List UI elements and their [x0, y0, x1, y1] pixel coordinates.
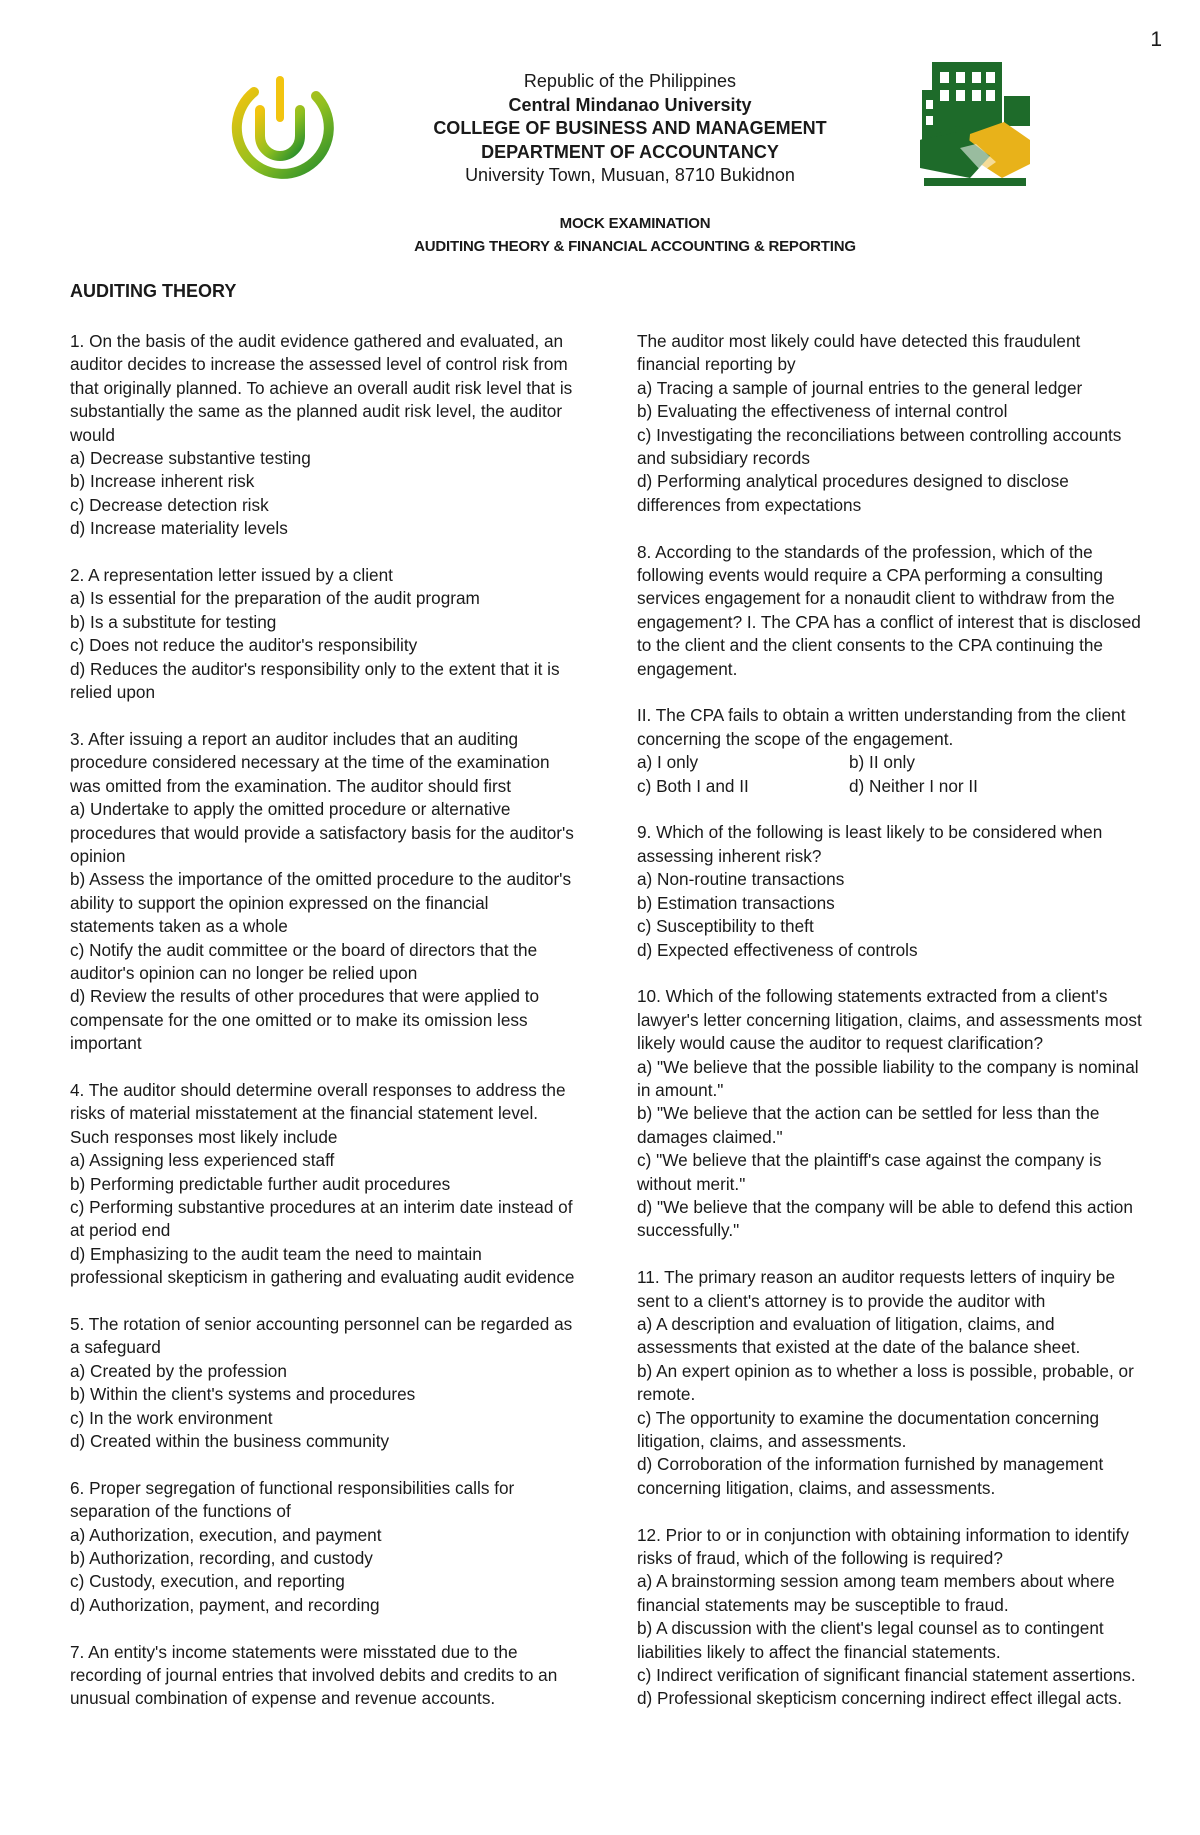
question-block: [637, 541, 1142, 681]
option: d) Review the results of other procedures that were applied to compensate for the one omitted or to make its omission less important: [70, 986, 540, 1054]
question-stem: 11. The primary reason an auditor requests letters of inquiry be sent to a client's attorney is to provide the auditor with: [637, 1267, 1116, 1311]
department-name: DEPARTMENT OF ACCOUNTANCY: [481, 141, 779, 162]
question-stem: 4. The auditor should determine overall responses to address the risks of material misstatement at the financial statement level. Such responses most likely include: [70, 1079, 566, 1147]
option: a) Authorization, execution, and payment: [70, 1524, 382, 1545]
republic-line: Republic of the Philippines: [523, 71, 737, 91]
option: a) Is essential for the preparation of the audit program: [70, 588, 480, 609]
option: d) Professional skepticism concerning indirect effect illegal acts.: [637, 1688, 1122, 1709]
option: c) Custody, execution, and reporting: [70, 1571, 345, 1592]
question-stem: 7. An entity's income statements were misstated due to the recording of journal entries that involved debits and credits to an unusual combination of expense and revenue accounts.: [70, 1641, 558, 1709]
option: b) Is a substitute for testing: [70, 611, 277, 632]
option: b) Performing predictable further audit procedures: [70, 1173, 451, 1194]
question-stem: 3. After issuing a report an auditor includes that an auditing procedure considered necessary at the time of the examination was omitted from the examination. The auditor should first: [70, 728, 550, 796]
option: b) An expert opinion as to whether a loss is possible, probable, or remote.: [637, 1360, 1134, 1405]
option: d) "We believe that the company will be able to defend this action successfully.": [637, 1196, 1133, 1241]
university-address: University Town, Musuan, 8710 Bukidnon: [465, 165, 795, 185]
option: b) "We believe that the action can be settled for less than the damages claimed.": [637, 1103, 1100, 1147]
option: d) Reduces the auditor's responsibility only to the extent that it is relied upon: [70, 658, 560, 703]
option: c) Both I and II: [637, 775, 749, 796]
question-block: [70, 728, 575, 1056]
option: c) Investigating the reconciliations between controlling accounts and subsidiary records: [637, 424, 1122, 469]
option: b) Evaluating the effectiveness of internal control: [637, 401, 1008, 422]
option: a) Undertake to apply the omitted procedure or alternative procedures that would provide a satisfactory basis for the auditor's opinion: [70, 799, 574, 866]
option: b) Authorization, recording, and custody: [70, 1548, 373, 1569]
question-block: [70, 330, 575, 541]
question-stem: 5. The rotation of senior accounting personnel can be regarded as a safeguard: [70, 1314, 573, 1358]
question-block: [70, 1313, 575, 1453]
question-block: [70, 1079, 575, 1290]
right-column: [637, 330, 1142, 1734]
letterhead-text: [340, 70, 920, 188]
exam-title: MOCK EXAMINATION: [559, 215, 711, 232]
question-stem: The auditor most likely could have detected this fraudulent financial reporting by: [637, 331, 1081, 375]
option: d) Expected effectiveness of controls: [637, 939, 918, 960]
option: d) Created within the business community: [70, 1431, 390, 1452]
question-stem: 9. Which of the following is least likely to be considered when assessing inherent risk?: [637, 822, 1103, 866]
question-block: [70, 564, 575, 704]
university-logo: [224, 70, 336, 185]
option: a) Tracing a sample of journal entries to the general ledger: [637, 377, 1083, 398]
question-stem: II. The CPA fails to obtain a written understanding from the client concerning the scope of the engagement.: [637, 705, 1126, 749]
option: c) Indirect verification of significant financial statement assertions.: [637, 1665, 1136, 1686]
option: b) Assess the importance of the omitted procedure to the auditor's ability to support the opinion expressed on the financial statements taken as a whole: [70, 869, 572, 937]
option: c) In the work environment: [70, 1407, 273, 1428]
option: a) A brainstorming session among team members about where financial statements may be susceptible to fraud.: [637, 1571, 1115, 1615]
question-block: [70, 1641, 575, 1711]
option: c) "We believe that the plaintiff's case against the company is without merit.": [637, 1150, 1102, 1194]
left-column: [70, 330, 575, 1734]
question-block-8-part2: [637, 704, 1142, 798]
department-logo: [918, 60, 1033, 192]
option: d) Emphasizing to the audit team the need to maintain professional skepticism in gathering and evaluating audit evidence: [70, 1243, 575, 1288]
question-block: [637, 330, 1142, 517]
college-name: COLLEGE OF BUSINESS AND MANAGEMENT: [433, 118, 827, 138]
option: a) Non-routine transactions: [637, 869, 845, 890]
option: c) Notify the audit committee or the board of directors that the auditor's opinion can no longer be relied upon: [70, 939, 538, 983]
option: a) I only: [637, 752, 699, 773]
question-stem: 1. On the basis of the audit evidence gathered and evaluated, an auditor decides to increase the assessed level of control risk from that originally planned. To achieve an overall audit risk level that is substantially the same as the planned audit risk level, the auditor would: [70, 331, 573, 445]
exam-subtitle: AUDITING THEORY & FINANCIAL ACCOUNTING & REPORTING: [414, 238, 856, 255]
question-stem: 2. A representation letter issued by a client: [70, 565, 393, 586]
question-block: [637, 1524, 1142, 1711]
option: c) Decrease detection risk: [70, 494, 269, 515]
letterhead: [0, 60, 1200, 200]
option: b) Increase inherent risk: [70, 471, 255, 492]
question-stem: 6. Proper segregation of functional responsibilities calls for separation of the functions of: [70, 1477, 515, 1522]
option: d) Corroboration of the information furnished by management concerning litigation, claims, and assessments.: [637, 1454, 1104, 1498]
question-block: [70, 1477, 575, 1617]
option: d) Neither I nor II: [849, 775, 978, 796]
option: d) Authorization, payment, and recording: [70, 1594, 380, 1615]
option: b) A discussion with the client's legal counsel as to contingent liabilities likely to affect the financial statements.: [637, 1618, 1104, 1662]
option: c) Performing substantive procedures at an interim date instead of at period end: [70, 1196, 573, 1241]
section-title: AUDITING THEORY: [70, 281, 237, 301]
option: b) Estimation transactions: [637, 892, 835, 913]
university-name: Central Mindanao University: [508, 94, 752, 115]
exam-heading: [0, 212, 1200, 258]
options-grid: [637, 751, 1142, 798]
question-block: [637, 985, 1142, 1242]
question-stem: 12. Prior to or in conjunction with obtaining information to identify risks of fraud, which of the following is required?: [637, 1524, 1130, 1569]
option: a) "We believe that the possible liability to the company is nominal in amount.": [637, 1056, 1139, 1100]
option: c) The opportunity to examine the documentation concerning litigation, claims, and assessments.: [637, 1407, 1100, 1452]
option: b) II only: [849, 752, 915, 773]
option: d) Performing analytical procedures designed to disclose differences from expectations: [637, 471, 1069, 515]
question-stem: 8. According to the standards of the profession, which of the following events would require a CPA performing a consulting services engagement for a nonaudit client to withdraw from the engagement? I. The CPA has a conflict of interest that is disclosed to the client and the client consents to the CPA continuing the engagement.: [637, 541, 1141, 679]
page-number: 1: [1150, 28, 1162, 51]
question-block: [637, 1266, 1142, 1500]
option: a) Decrease substantive testing: [70, 448, 311, 469]
option: a) Created by the profession: [70, 1360, 287, 1381]
option: a) Assigning less experienced staff: [70, 1150, 335, 1171]
option: a) A description and evaluation of litigation, claims, and assessments that existed at the date of the balance sheet.: [637, 1313, 1081, 1358]
question-stem: 10. Which of the following statements extracted from a client's lawyer's letter concerning litigation, claims, and assessments most likely would cause the auditor to request clarification?: [637, 986, 1142, 1054]
question-block: [637, 821, 1142, 961]
option: b) Within the client's systems and procedures: [70, 1384, 416, 1405]
option: d) Increase materiality levels: [70, 518, 288, 539]
option: c) Does not reduce the auditor's responsibility: [70, 635, 418, 656]
option: c) Susceptibility to theft: [637, 916, 814, 937]
